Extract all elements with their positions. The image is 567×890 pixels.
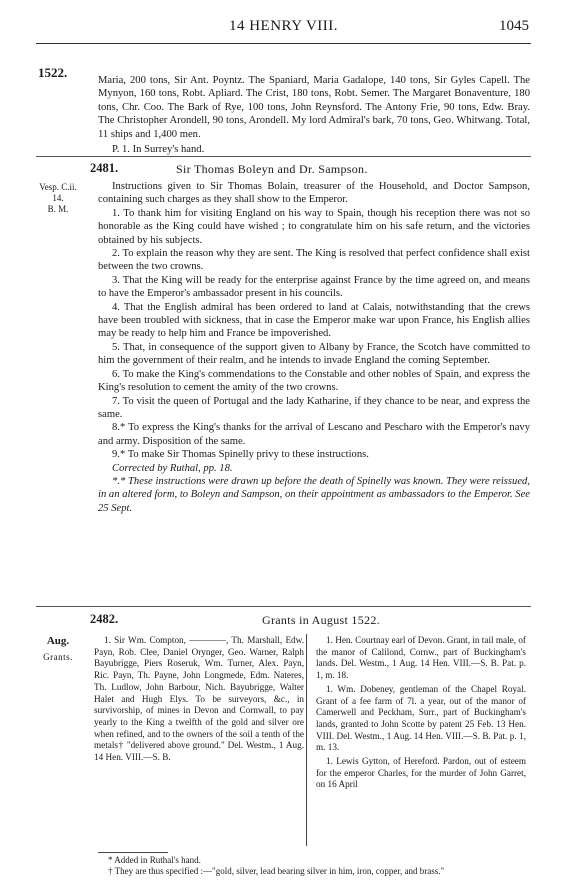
year-marker: 1522. (38, 65, 68, 80)
header-rule (36, 43, 531, 44)
entry-number-2482: 2482. (90, 612, 119, 626)
page-number: 1045 (499, 18, 529, 34)
intro-note: P. 1. In Surrey's hand. (112, 144, 205, 156)
instruction-item: 7. To visit the queen of Portugal and the lady Katharine, if they chance to be near, and express the same. (98, 395, 530, 420)
ref-line: 14. (52, 193, 64, 203)
instruction-item: 5. That, in consequence of the support given to Albany by France, the Scotch have committed to him the government of their realm, and he intends to invade England the coming September. (98, 341, 530, 367)
entry-body-2481 (98, 180, 530, 515)
editorial-note: *.* These instructions were drawn up before the death of Spinelly was known. They were reissued, in an altered form, to Boleyn and Sampson, on their appointment as ambassadors to the Emperor. See 25 Sept. (98, 475, 530, 514)
instruction-item: 3. That the King will be ready for the enterprise against France by the time agreed on, and means to have the Emperor's ambassador present in his councils. (98, 274, 530, 300)
entry-heading-2482: Grants in August 1522. (262, 613, 380, 627)
grant-entry: 1. Hen. Courtnay earl of Devon. Grant, in tail male, of the manor of Calilond, Cornw., part of Buckingham's lands. Del. Westm., 1 Aug. 14 Hen. VIII.—S. B. Pat. p. 1, m. 18. (316, 635, 526, 681)
instruction-item: 2. To explain the reason why they are sent. The King is resolved that perfect confidence shall exist between the two crowns. (98, 248, 530, 273)
instruction-item: 4. That the English admiral has been ordered to land at Calais, notwithstanding that the crews have been troubled with sickness, that in case the Emperor make war upon France, his English allies may be ready to help him and France be impoverished. (98, 301, 530, 340)
instructions-intro: Instructions given to Sir Thomas Bolain, treasurer of the Household, and Doctor Sampson, containing such charges as they shall show to the Emperor. (98, 181, 530, 206)
footnotes (98, 855, 530, 877)
footnote-rule (98, 852, 168, 853)
column-separator (306, 634, 307, 846)
side-label: Grants. (43, 652, 73, 662)
intro-text: Maria, 200 tons, Sir Ant. Poyntz. The Spaniard, Maria Gadalope, 140 tons, Sir Gyles Capell. The Mynyon, 160 tons, Robt. Apliard. The Crist, 180 tons, Robt. Semer. The Margaret Bonaventure, 180 tons, Chr. Coo. The Bark of Rye, 100 tons, John Reynsford. The Antony Frie, 90 tons, Edw. Bray. The Christopher Arondell, 90 tons, Arondell. My lord Admiral's bark, 70 tons, Geo. Whitwang. Total, 11 ships and 1,400 men. (98, 75, 530, 140)
corrected-note: Corrected by Ruthal, pp. 18. (112, 462, 233, 474)
grant-entry: 1. Wm. Dobeney, gentleman of the Chapel Royal. Grant of a fee farm of 7l. a year, out of the manor of Camerwell and Peckham, Surr., part of Buckingham's lands, granted to John Scotte by patent 25 Feb. 13 Hen. VIII. Del. Westm., 1 Aug. 14 Hen. VIII.—S. B. Pat. p. 1, m. 13. (316, 683, 526, 753)
side-month: Aug. (46, 635, 70, 647)
entry-divider (36, 606, 531, 607)
entry-divider (36, 156, 531, 157)
ref-line: B. M. (47, 204, 69, 214)
entry-heading-2481: Sir Thomas Boleyn and Dr. Sampson. (176, 162, 368, 176)
entry-reference-2481 (30, 182, 86, 215)
grant-entry: 1. Lewis Gytton, of Hereford. Pardon, out of esteem for the emperor Charles, for the murder of John Garret, on 16 April (316, 756, 526, 790)
grants-left-column (94, 635, 304, 765)
intro-block (98, 74, 530, 156)
instruction-item: 8.* To express the King's thanks for the arrival of Lescano and Pescharo with the Emperor's navy and army. Disposition of the same. (98, 422, 530, 447)
entry-number-2481: 2481. (90, 161, 119, 175)
running-title: 14 HENRY VIII. (228, 18, 339, 34)
footnote: * Added in Ruthal's hand. (108, 855, 201, 865)
grant-entry: 1. Sir Wm. Compton, ————, Th. Marshall, Edw. Payn, Rob. Clee, Daniel Orynger, Geo. Warner, Ralph Bayubrigge, Piers Roseruk, Wm. Turner, Alex. Payn, Ric. Payn, Th. Payne, John Longmede, Edm. Nateres, Th. Ludlow, John Barbour, Nich. Bayubrigge, Walter Halet and Hugh Elys. To be surveyors, &c., in survivorship, of mines in Devon and Cornwall, to pay yearly to the King a twelfth of the gold and silver ore when refined, and to the owners of the soil a tenth of the metals† "delivered above ground." Del. Westm., 1 Aug. 14 Hen. VIII.—S. B. (94, 635, 304, 763)
footnote: † They are thus specified :—"gold, silver, lead bearing silver in him, iron, copper, and brass." (108, 866, 445, 876)
instruction-item: 1. To thank him for visiting England on his way to Spain, though his reception there was not so honorable as the King could have wished ; to congratulate him on his safe return, and the victories obtained by his subjects. (98, 207, 530, 246)
instruction-item: 9.* To make Sir Thomas Spinelly privy to these instructions. (112, 449, 369, 461)
instruction-item: 6. To make the King's commendations to the Constable and other nobles of Spain, and express the King's resolution to cement the amity of the two crowns. (98, 368, 530, 394)
ref-line: Vesp. C.ii. (39, 182, 77, 192)
running-header (0, 18, 567, 38)
grants-right-column (316, 635, 526, 792)
